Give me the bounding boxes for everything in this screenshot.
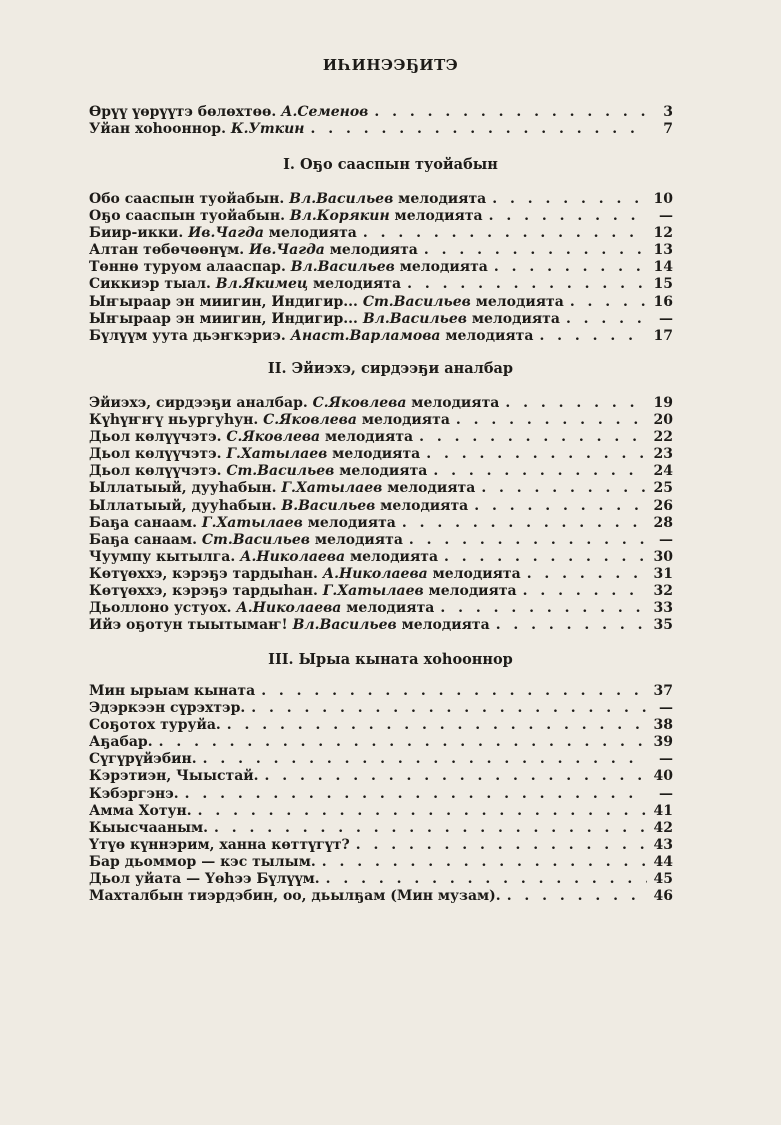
toc-author: Ив.Чагда	[249, 242, 325, 259]
toc-entry	[89, 429, 673, 446]
toc-entry-title	[89, 700, 245, 717]
toc-author: Вл.Васильев	[289, 191, 394, 207]
toc-entry-title	[89, 429, 413, 446]
toc-suffix: мелодиятa	[329, 242, 418, 259]
toc-entry	[89, 328, 673, 345]
toc-title-text: Аҕабар.	[89, 734, 153, 751]
toc-title-text: Дьол көлүүчэтэ.	[89, 446, 222, 463]
toc-author: С.Яковлева	[226, 429, 321, 446]
toc-title-text: Эйиэхэ, сирдээҕи аналбар.	[89, 395, 308, 411]
toc-author: С.Яковлева	[263, 412, 357, 429]
toc-entry-title	[89, 600, 434, 617]
toc-entry	[89, 121, 673, 138]
toc-title-text: Оҕо сааспын туойабын.	[89, 208, 285, 225]
dot-leader	[214, 820, 647, 837]
toc-entry-title	[89, 242, 418, 259]
toc-entry	[89, 566, 673, 583]
toc-title-text: Алтан төбөчөөнүм.	[89, 242, 245, 259]
toc-entry-title	[89, 532, 403, 549]
toc-entry-title	[89, 121, 305, 138]
toc-page-number: —	[659, 208, 673, 225]
intro-list	[89, 104, 673, 138]
toc-entry-title	[89, 734, 153, 751]
toc-title-text: Ыҥыраар эн миигин, Индигир...	[89, 310, 358, 327]
toc-suffix: мелодиятa	[428, 583, 517, 600]
toc-page-number: 10	[653, 191, 673, 207]
toc-entry-title	[89, 871, 320, 888]
toc-entry	[89, 683, 673, 700]
toc-page-number: 15	[653, 276, 673, 293]
toc-entry	[89, 734, 673, 751]
toc-author: А.Николаева	[240, 548, 346, 565]
toc-entry-title	[89, 786, 179, 803]
toc-suffix: мелодиятa	[394, 208, 483, 225]
toc-entry	[89, 294, 673, 311]
toc-entry	[89, 854, 673, 871]
dot-leader	[159, 734, 647, 751]
toc-page-number: 23	[653, 446, 673, 463]
toc-author: Г.Хатылаев	[322, 583, 424, 600]
toc-title-text: Көтүөххэ, кэрэҕэ тардыһан.	[89, 565, 318, 582]
toc-entry-title	[89, 104, 368, 121]
toc-author: Ст.Васильев	[226, 463, 335, 480]
page-title: ИҺИНЭЭҔИТЭ	[322, 56, 459, 74]
toc-author: А.Семенов	[281, 104, 369, 120]
toc-entry-title	[89, 717, 221, 734]
dot-leader	[570, 294, 647, 311]
toc-entry-title	[89, 837, 350, 854]
dot-leader	[227, 717, 647, 734]
toc-page-number: 7	[663, 121, 673, 138]
toc-suffix: мелодиятa	[314, 531, 403, 548]
dot-leader	[185, 786, 647, 803]
section-1-list	[89, 191, 673, 345]
section-heading-1: I. Оҕо сааспын туойабын	[283, 156, 498, 173]
toc-title-text: Үтүө күннэрим, ханна көттүгүт?	[89, 836, 350, 853]
toc-title-text: Дьол уйата — Үөһээ Бүлүүм.	[89, 871, 320, 888]
dot-leader	[326, 871, 647, 888]
toc-author: Вл.Корякин	[289, 208, 390, 225]
toc-entry	[89, 191, 673, 208]
toc-entry-title	[89, 259, 488, 276]
toc-entry	[89, 820, 673, 837]
toc-entry-title	[89, 498, 468, 515]
toc-entry	[89, 276, 673, 293]
toc-entry	[89, 549, 673, 566]
toc-title-text: Кэрэтиэн, Чыыстай.	[89, 768, 259, 785]
toc-entry-title	[89, 566, 521, 583]
dot-leader	[409, 532, 647, 549]
toc-entry	[89, 412, 673, 429]
dot-leader	[481, 480, 647, 497]
dot-leader	[426, 446, 647, 463]
toc-title-text: Ыллатыый, дууһабын.	[89, 497, 277, 514]
toc-author: Г.Хатылаев	[201, 514, 303, 531]
toc-entry	[89, 259, 673, 276]
dot-leader	[492, 191, 647, 208]
toc-page-number: 38	[653, 717, 673, 734]
toc-entry-title	[89, 328, 533, 345]
toc-entry	[89, 600, 673, 617]
toc-page-number: 13	[653, 242, 673, 259]
toc-page-number: 3	[663, 104, 673, 120]
toc-page-number: 19	[653, 395, 673, 411]
toc-entry	[89, 242, 673, 259]
toc-suffix: мелодиятa	[401, 617, 490, 634]
toc-title-text: Төннө туруом алаaспар.	[89, 259, 286, 276]
toc-entry	[89, 700, 673, 717]
toc-title-text: Мин ырыам кыната	[89, 683, 256, 699]
toc-author: Ст.Васильев	[362, 293, 471, 310]
toc-page-number: —	[659, 310, 673, 327]
dot-leader	[489, 208, 647, 225]
toc-page-number: 45	[653, 871, 673, 888]
toc-title-text: Баҕа санаам.	[89, 514, 198, 531]
section-heading-2: II. Эйиэхэ, сирдээҕи аналбар	[267, 360, 514, 377]
toc-entry	[89, 583, 673, 600]
toc-title-text: Ийэ оҕотун тыытымаҥ!	[89, 617, 288, 634]
dot-leader	[424, 242, 647, 259]
dot-leader	[261, 683, 647, 700]
dot-leader	[440, 600, 647, 617]
toc-entry-title	[89, 549, 438, 566]
toc-entry	[89, 446, 673, 463]
toc-suffix: мелодиятa	[399, 259, 488, 276]
toc-author: Вл.Якимец	[215, 276, 309, 293]
toc-page-number: 31	[653, 565, 673, 582]
toc-entry	[89, 515, 673, 532]
toc-suffix: мелодиятa	[313, 276, 402, 293]
toc-title-text: Биир-икки.	[89, 225, 184, 242]
toc-suffix: мелодиятa	[475, 293, 564, 310]
toc-entry-title	[89, 395, 499, 412]
toc-entry-title	[89, 446, 420, 463]
toc-title-text: Ыллатыый, дууһабын.	[89, 480, 277, 497]
toc-title-text: Махталбын тиэрдэбин, оо, дьылҕам (Мин музам).	[89, 888, 501, 905]
toc-title-text: Эдэркээн сүрэхтэр.	[89, 700, 246, 717]
toc-entry	[89, 768, 673, 785]
toc-page-number: 40	[653, 768, 673, 785]
toc-suffix: мелодиятa	[325, 429, 414, 446]
dot-leader	[444, 549, 647, 566]
section-heading-3: III. Ырыа кыната хоһооннор	[268, 651, 513, 668]
toc-suffix: мелодиятa	[411, 395, 500, 411]
toc-author: Вл.Васильев	[292, 617, 397, 634]
toc-page-number: 12	[653, 225, 673, 242]
toc-page-number: 43	[653, 836, 673, 853]
toc-title-text: Күһүҥҥү ньургуһун.	[89, 412, 259, 429]
dot-leader	[507, 888, 647, 905]
toc-author: А.Николаева	[322, 565, 428, 582]
toc-entry	[89, 463, 673, 480]
toc-page-number: 25	[653, 480, 673, 497]
toc-title-text: Сиккиэр тыал.	[89, 276, 211, 293]
toc-title-text: Кыысчааным.	[89, 819, 209, 836]
toc-entry	[89, 208, 673, 225]
toc-entry	[89, 225, 673, 242]
toc-entry-title	[89, 803, 192, 820]
toc-page-number: —	[659, 785, 673, 802]
toc-suffix: мелодиятa	[268, 225, 357, 242]
dot-leader	[322, 854, 647, 871]
toc-page-number: 35	[653, 617, 673, 634]
toc-suffix: мелодиятa	[332, 446, 421, 463]
toc-title-text: Көтүөххэ, кэрэҕэ тардыһан.	[89, 583, 318, 600]
toc-entry-title	[89, 751, 197, 768]
toc-entry-title	[89, 820, 208, 837]
toc-page-number: 39	[653, 734, 673, 751]
toc-author: Г.Хатылаев	[281, 480, 383, 497]
toc-entry-title	[89, 854, 316, 871]
toc-entry	[89, 395, 673, 412]
toc-entry-title	[89, 191, 486, 208]
toc-page-number: 28	[653, 514, 673, 531]
dot-leader	[356, 837, 647, 854]
toc-entry	[89, 751, 673, 768]
dot-leader	[496, 617, 647, 634]
toc-entry-title	[89, 683, 255, 700]
toc-suffix: мелодиятa	[380, 497, 469, 514]
toc-entry-title	[89, 515, 396, 532]
toc-title-text: Уйан хоһоонноp.	[89, 121, 226, 138]
section-2-list	[89, 395, 673, 634]
toc-entry-title	[89, 617, 490, 634]
toc-suffix: мелодиятa	[432, 565, 521, 582]
toc-suffix: мелодиятa	[349, 548, 439, 565]
toc-suffix: мелодиятa	[307, 514, 396, 531]
dot-leader	[474, 498, 647, 515]
toc-title-text: Бүлүүм уута дьэҥкэриэ.	[89, 327, 286, 344]
toc-entry-title	[89, 463, 427, 480]
toc-author: Вл.Васильев	[362, 310, 467, 327]
toc-entry-title	[89, 294, 564, 311]
toc-entry	[89, 498, 673, 515]
toc-page-number: 14	[653, 259, 673, 276]
dot-leader	[527, 566, 647, 583]
toc-page-number: —	[659, 751, 673, 768]
toc-entry-title	[89, 583, 517, 600]
toc-page-number: —	[659, 531, 673, 548]
dot-leader	[374, 104, 647, 121]
toc-entry	[89, 104, 673, 121]
dot-leader	[539, 328, 647, 345]
toc-suffix: мелодиятa	[339, 463, 428, 480]
toc-entry-title	[89, 768, 259, 785]
toc-author: В.Васильев	[281, 497, 376, 514]
toc-title-text: Обо сааспын туойабын.	[89, 191, 285, 207]
toc-author: Ст.Васильев	[201, 531, 310, 548]
toc-entry	[89, 803, 673, 820]
toc-page-number: 44	[653, 853, 673, 870]
dot-leader	[407, 276, 647, 293]
toc-author: К.Уткин	[230, 121, 305, 138]
dot-leader	[363, 225, 647, 242]
toc-entry	[89, 786, 673, 803]
toc-suffix: мелодиятa	[361, 412, 450, 429]
toc-page-number: 17	[653, 327, 673, 344]
dot-leader	[311, 121, 647, 138]
dot-leader	[494, 259, 647, 276]
toc-page-number: 30	[653, 548, 673, 565]
toc-title-text: Соҕотох туруйа.	[89, 717, 221, 734]
toc-entry	[89, 837, 673, 854]
toc-entry	[89, 617, 673, 634]
toc-entry-title	[89, 311, 560, 328]
toc-title-text: Дьоллоно устуох.	[89, 600, 232, 617]
toc-entry-title	[89, 276, 401, 293]
toc-title-text: Дьол көлүүчэтэ.	[89, 463, 222, 480]
toc-author: Анаст.Варламова	[290, 327, 441, 344]
toc-entry-title	[89, 888, 501, 905]
toc-page-number: 24	[653, 463, 673, 480]
toc-title-text: Бар дьоммор — кэс тылым.	[89, 853, 316, 870]
dot-leader	[419, 429, 647, 446]
toc-page-number: 16	[653, 293, 673, 310]
toc-author: С.Яковлева	[312, 395, 407, 411]
toc-entry-title	[89, 480, 475, 497]
toc-page-number: 26	[653, 497, 673, 514]
toc-suffix: мелодиятa	[471, 310, 560, 327]
toc-title-text: Өрүү үөрүүтэ бөлөхтөө.	[89, 104, 277, 120]
toc-page-number: 46	[653, 888, 673, 905]
toc-author: Г.Хатылаев	[226, 446, 328, 463]
toc-author: Ив.Чагда	[188, 225, 264, 242]
toc-page-number: 32	[653, 583, 673, 600]
toc-page-number: —	[659, 700, 673, 717]
toc-entry-title	[89, 412, 450, 429]
toc-entry-title	[89, 208, 483, 225]
toc-title-text: Баҕа санаам.	[89, 531, 198, 548]
toc-entry	[89, 888, 673, 905]
toc-author: Вл.Васильев	[290, 259, 395, 276]
toc-entry	[89, 480, 673, 497]
toc-title-text: Чуумпу кытылга.	[89, 548, 236, 565]
toc-entry-title	[89, 225, 357, 242]
toc-page-number: 20	[653, 412, 673, 429]
toc-title-text: Ыҥыраар эн миигин, Индигир...	[89, 293, 358, 310]
dot-leader	[433, 463, 647, 480]
toc-suffix: мелодиятa	[445, 327, 534, 344]
toc-page-number: 42	[653, 819, 673, 836]
toc-page-number: 33	[653, 600, 673, 617]
toc-title-text: Амма Хотун.	[89, 802, 192, 819]
toc-page-number: 37	[653, 683, 673, 699]
toc-suffix: мелодиятa	[387, 480, 476, 497]
toc-suffix: мелодиятa	[346, 600, 435, 617]
toc-entry	[89, 871, 673, 888]
dot-leader	[402, 515, 647, 532]
section-3-list	[89, 683, 673, 905]
dot-leader	[198, 803, 647, 820]
toc-page-number: 22	[653, 429, 673, 446]
toc-entry	[89, 532, 673, 549]
dot-leader	[251, 700, 647, 717]
toc-page-number: 41	[653, 802, 673, 819]
toc-title-text: Кэбэргэнэ.	[89, 785, 179, 802]
dot-leader	[505, 395, 647, 412]
dot-leader	[566, 311, 647, 328]
dot-leader	[265, 768, 647, 785]
toc-title-text: Сүгүрүйэбин.	[89, 751, 197, 768]
dot-leader	[203, 751, 647, 768]
dot-leader	[456, 412, 647, 429]
toc-entry	[89, 717, 673, 734]
toc-title-text: Дьол көлүүчэтэ.	[89, 429, 222, 446]
toc-entry	[89, 311, 673, 328]
toc-author: А.Николаева	[236, 600, 342, 617]
toc-suffix: мелодиятa	[398, 191, 487, 207]
dot-leader	[523, 583, 647, 600]
